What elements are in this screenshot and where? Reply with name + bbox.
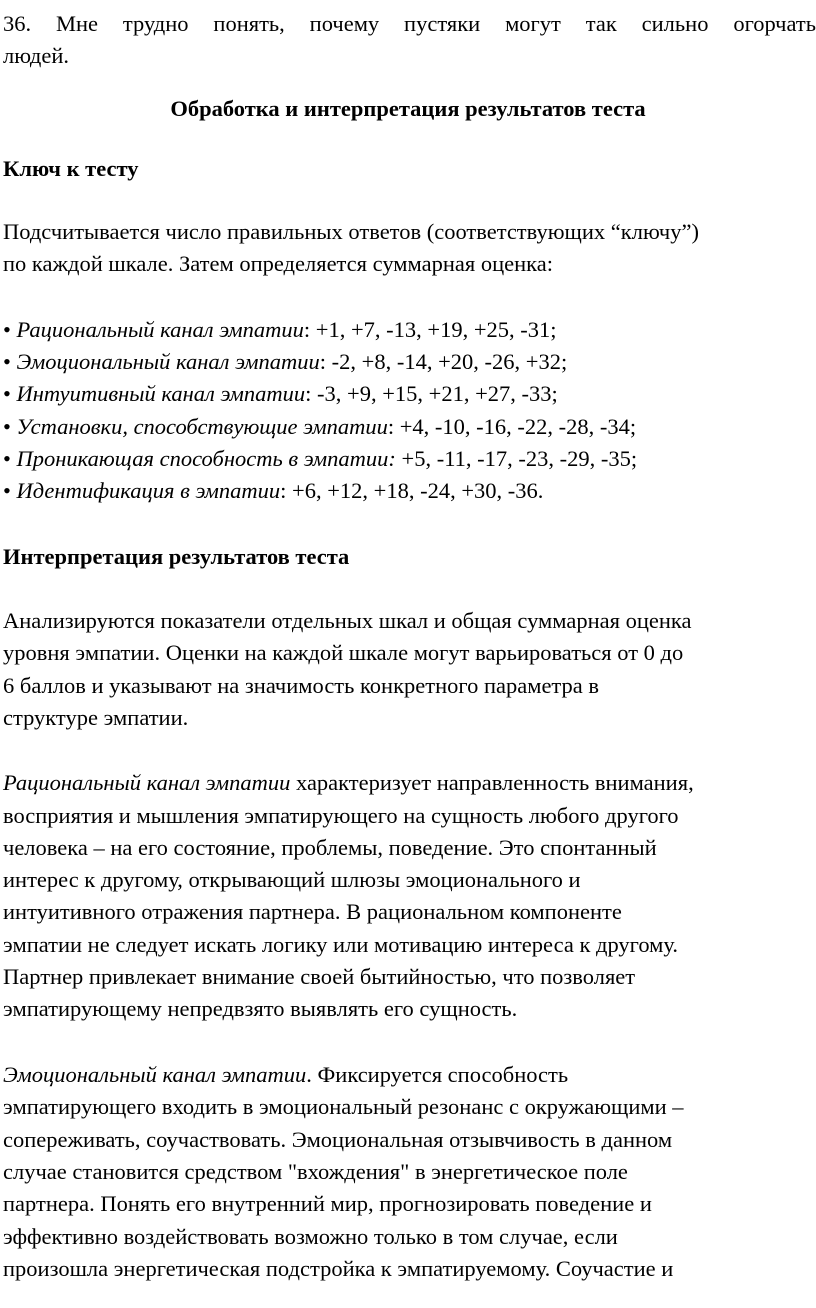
rational-paragraph-line: Партнер привлекает внимание своей бытийностью, что позволяет xyxy=(3,964,636,989)
scale-items: +1, +7, -13, +19, +25, -31; xyxy=(315,317,557,342)
key-intro-line-1: Подсчитывается число правильных ответов (соответствующих “ключу”) xyxy=(3,219,699,244)
section-heading-key: Ключ к тесту xyxy=(3,156,139,181)
rational-paragraph-line: человека – на его состояние, проблемы, поведение. Это спонтанный xyxy=(3,835,657,860)
emotional-paragraph-line: сопереживать, соучаствовать. Эмоциональная отзывчивость в данном xyxy=(3,1127,673,1152)
key-intro-line-2: по каждой шкале. Затем определяется суммарная оценка: xyxy=(3,251,553,276)
rational-paragraph-line: восприятия и мышления эмпатирующего на сущность любого другого xyxy=(3,803,679,828)
question-36-line-2: людей. xyxy=(3,43,69,68)
scale-name: Рациональный канал эмпатии xyxy=(16,317,304,342)
scale-item xyxy=(3,475,816,507)
scale-name: Проникающая способность в эмпатии: xyxy=(16,446,396,471)
interpretation-line: Анализируются показатели отдельных шкал и общая суммарная оценка xyxy=(3,608,692,633)
scale-items: +6, +12, +18, -24, +30, -36. xyxy=(292,478,544,503)
section-heading-processing: Обработка и интерпретация результатов теста xyxy=(170,96,646,121)
rational-paragraph-line: эмпатирующему непредвзято выявлять его сущность. xyxy=(3,996,518,1021)
emotional-line-1-text: . Фиксируется способность xyxy=(306,1062,569,1087)
scale-items: +5, -11, -17, -23, -29, -35; xyxy=(401,446,638,471)
scale-name: Эмоциональный канал эмпатии xyxy=(16,349,320,374)
separator: : xyxy=(387,414,400,439)
bullet: • xyxy=(3,414,17,439)
scale-item xyxy=(3,411,816,443)
scale-item xyxy=(3,314,816,346)
scale-name: Интуитивный канал эмпатии xyxy=(16,381,306,406)
bullet: • xyxy=(3,381,17,406)
interpretation-line: 6 баллов и указывают на значимость конкретного параметра в xyxy=(3,673,600,698)
rational-paragraph-line: интерес к другому, открывающий шлюзы эмоционального и xyxy=(3,867,581,892)
rational-term: Рациональный канал эмпатии xyxy=(3,770,291,795)
rational-paragraph-line: интуитивного отражения партнера. В рациональном компоненте xyxy=(3,899,622,924)
emotional-paragraph-line: случае становится средством "вхождения" в энергетическое поле xyxy=(3,1159,628,1184)
scale-items: -3, +9, +15, +21, +27, -33; xyxy=(317,381,558,406)
rational-line-1-text: характеризует направленность внимания, xyxy=(290,770,694,795)
separator: : xyxy=(319,349,332,374)
emotional-paragraph-line-1 xyxy=(3,1059,816,1091)
scale-item xyxy=(3,346,816,378)
bullet: • xyxy=(3,478,17,503)
emotional-term: Эмоциональный канал эмпатии xyxy=(3,1062,307,1087)
emotional-paragraph-line: эффективно воздействовать возможно только в том случае, если xyxy=(3,1224,618,1249)
bullet: • xyxy=(3,317,17,342)
bullet: • xyxy=(3,349,17,374)
separator: : xyxy=(303,317,316,342)
rational-paragraph-line: эмпатии не следует искать логику или мотивацию интереса к другому. xyxy=(3,932,679,957)
interpretation-line: структуре эмпатии. xyxy=(3,705,189,730)
interpretation-line: уровня эмпатии. Оценки на каждой шкале могут варьироваться от 0 до xyxy=(3,640,684,665)
question-36-line-1: 36. Мне трудно понять, почему пустяки могут так сильно огорчать xyxy=(3,11,816,36)
emotional-paragraph-line: эмпатирующего входить в эмоциональный резонанс с окружающими – xyxy=(3,1094,684,1119)
rational-paragraph-line-1 xyxy=(3,767,816,799)
scale-item xyxy=(3,443,816,475)
scale-name: Установки, способствующие эмпатии xyxy=(16,414,388,439)
separator: : xyxy=(305,381,318,406)
scale-items: -2, +8, -14, +20, -26, +32; xyxy=(331,349,568,374)
separator: : xyxy=(280,478,293,503)
emotional-paragraph-line: партнера. Понять его внутренний мир, прогнозировать поведение и xyxy=(3,1191,652,1216)
scale-items: +4, -10, -16, -22, -28, -34; xyxy=(399,414,637,439)
bullet: • xyxy=(3,446,17,471)
scale-item xyxy=(3,378,816,410)
section-heading-interpretation: Интерпретация результатов теста xyxy=(3,544,350,569)
scale-name: Идентификация в эмпатии xyxy=(16,478,281,503)
emotional-paragraph-line: произошла энергетическая подстройка к эмпатируемому. Соучастие и xyxy=(3,1256,674,1281)
